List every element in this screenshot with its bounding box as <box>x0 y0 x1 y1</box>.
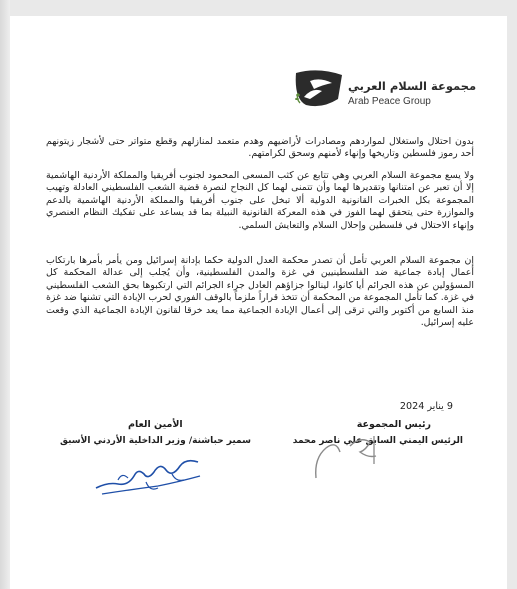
letter-page <box>10 16 507 589</box>
signatory-left-name: سمير حباشنة/ وزير الداخلية الأردني الأسبق <box>60 436 251 446</box>
signatory-right-name: الرئيس اليمني السابق علي ناصر محمد <box>292 436 463 446</box>
letter-date: 9 يناير 2024 <box>399 401 453 412</box>
signatory-right-title: رئيس المجموعة <box>356 419 431 430</box>
body-paragraph-2: ولا يسع مجموعة السلام العربي وهي تتابع عن كثب المسعى المحمود لجنوب أفريقيا والمملكة الأردنية الهاشمية إلا أن تعبر عن امتنانها وتقديرها لهما وأن تتمنى لهما كل النجاح لنصرة قضية الشعب الفلسطيني العادلة وتهيب المجموعة بكل الخبرات القانونية الدولية ألا تبخل على جنوب أفريقيا والمملكة الأردنية الهاشمية بالدعم والموازرة حتى يتحقق لهما الفوز في هذه المعركة القانونية النبيلة بما قد يساعد على تفكيك النظام العنصري وإنهاء الاحتلال في فلسطين وإحلال السلام والتعايش السلمي. <box>46 170 474 231</box>
org-name-english: Arab Peace Group <box>348 96 431 107</box>
letterhead-logo <box>292 61 477 121</box>
body-paragraph-3: إن مجموعة السلام العربي تأمل أن تصدر محكمة العدل الدولية حكما بإدانة إسرائيل ومن يأمر بأمرها بارتكاب أعمال إبادة جماعية ضد الفلسطينيين في غزة والمدن الفلسطينية، وأن يُجلب إلى عدالة المحكمة كل المسؤولين عن هذه الجرائم أيا كانوا، لينالوا جزاؤهم العادل جراء الجرائم التي ارتكبوها بحق الشعب الفلسطيني في غزة. كما تأمل المجموعة من المحكمة أن تتخذ قراراً ملزماً بالوقف الفوري لحرب الإبادة التي تشنها ضد غزة منذ السابع من أكتوبر والتي ترقى إلى أعمال الإبادة الجماعية مما يعد خرقا لقانون الإبادة الجماعية الذي وقعت عليه إسرائيل. <box>46 255 474 329</box>
org-name-arabic: مجموعة السلام العربي <box>348 79 477 93</box>
scan-edge <box>0 0 10 589</box>
dove-olive-branch-icon <box>292 69 344 111</box>
handwritten-signature-right <box>310 428 400 488</box>
handwritten-signature-left <box>88 452 208 500</box>
signatory-left-title: الأمين العام <box>128 419 183 430</box>
body-paragraph-1: بدون احتلال واستغلال لمواردهم ومصادرات لأراضيهم وهدم متعمد لمنازلهم وقطع متواتر حتى لأشجار زيتونهم أحد رموز فلسطين وتاريخها وإنهاء لأمنهم وسحق لكرامتهم. <box>46 136 474 160</box>
